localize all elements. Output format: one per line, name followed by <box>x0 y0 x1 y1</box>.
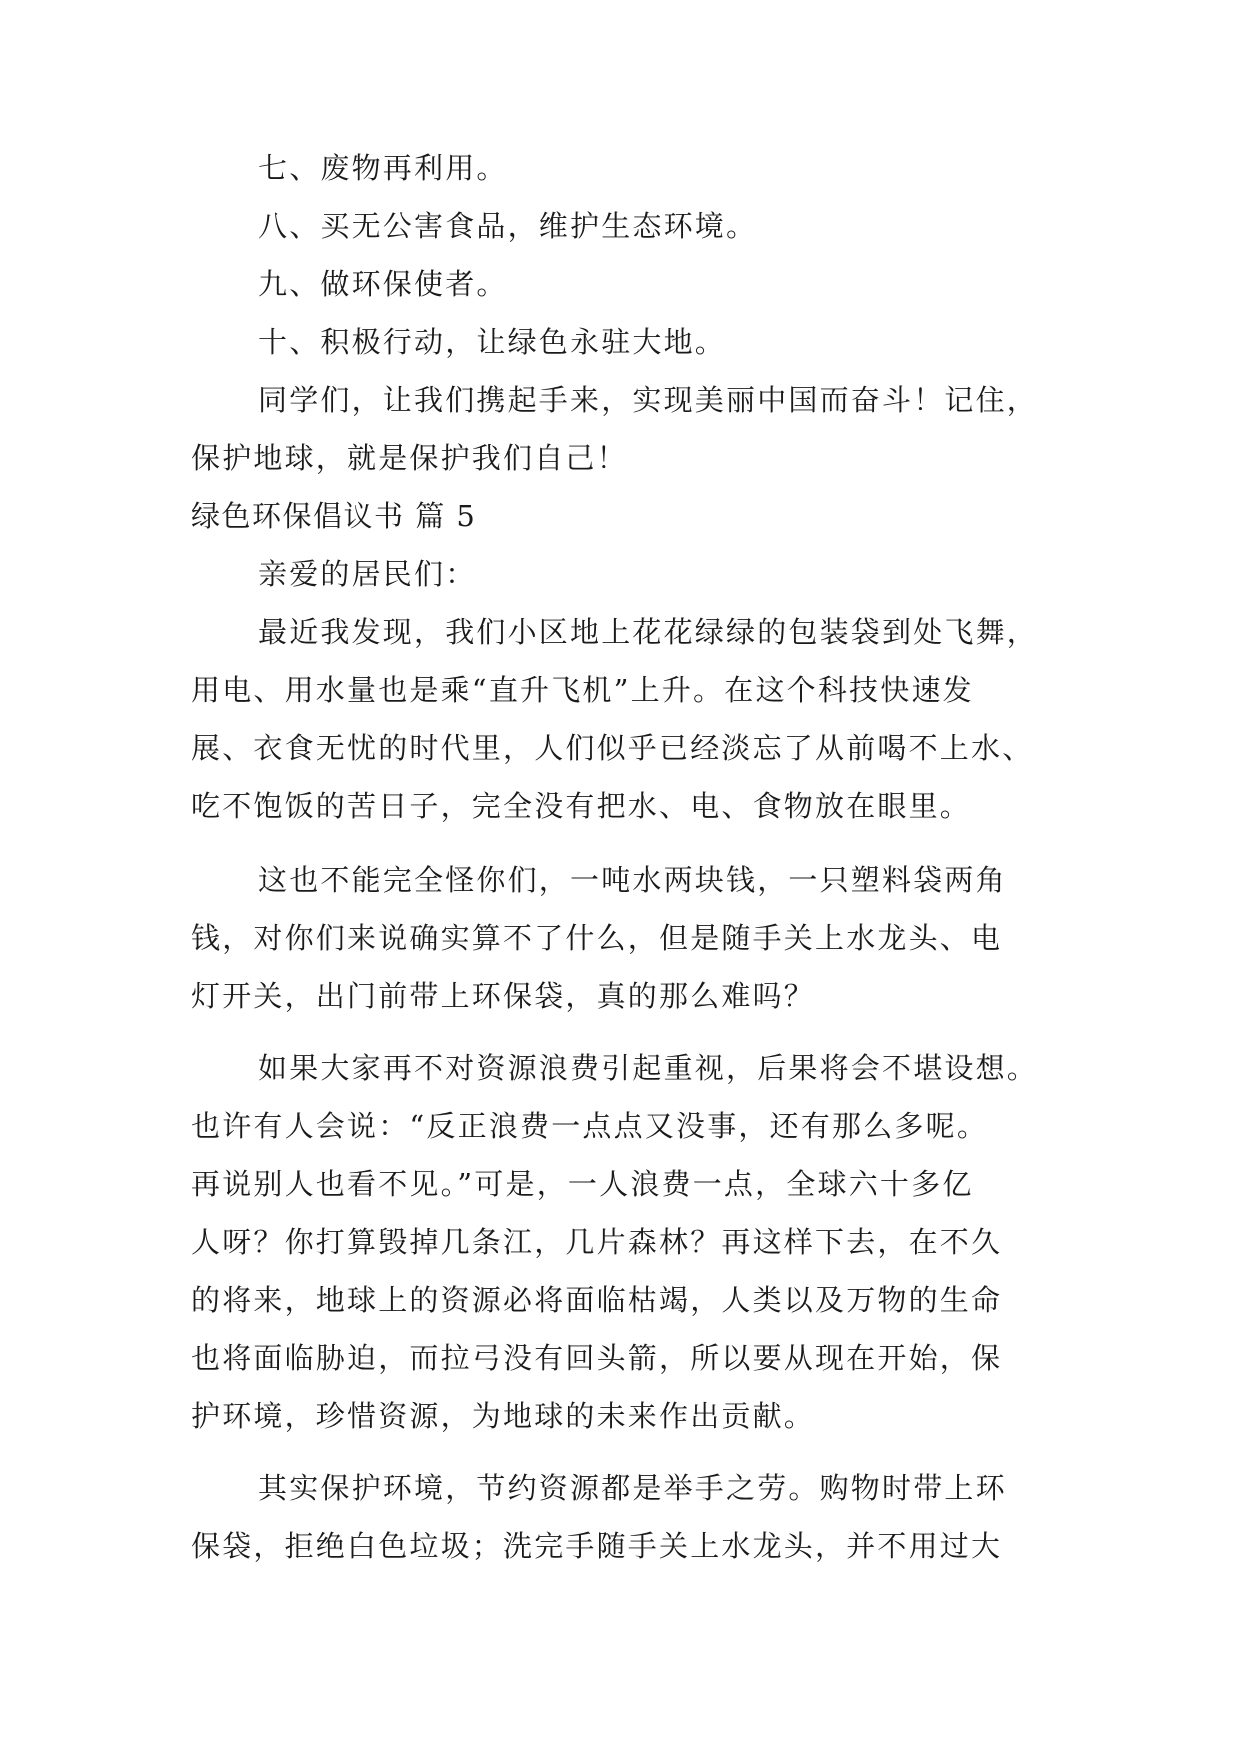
list-item-8: 八、买无公害食品，维护生态环境。 <box>258 209 758 243</box>
paragraph-line: 保护地球，就是保护我们自己！ <box>191 441 628 475</box>
salutation: 亲爱的居民们： <box>258 557 477 591</box>
paragraph-line: 的将来，地球上的资源必将面临枯竭，人类以及万物的生命 <box>191 1283 1003 1317</box>
paragraph-line: 再说别人也看不见。”可是，一人浪费一点，全球六十多亿 <box>191 1167 974 1201</box>
list-item-10: 十、积极行动，让绿色永驻大地。 <box>258 325 727 359</box>
paragraph-line: 其实保护环境，节约资源都是举手之劳。购物时带上环 <box>258 1471 1007 1505</box>
paragraph-line: 用电、用水量也是乘“直升飞机”上升。在这个科技快速发 <box>191 673 974 707</box>
paragraph-line: 同学们，让我们携起手来，实现美丽中国而奋斗！记住， <box>258 383 1039 417</box>
paragraph-line: 钱，对你们来说确实算不了什么，但是随手关上水龙头、电 <box>191 921 1003 955</box>
paragraph-line: 灯开关，出门前带上环保袋，真的那么难吗？ <box>191 979 816 1013</box>
paragraph-line: 最近我发现，我们小区地上花花绿绿的包装袋到处飞舞， <box>258 615 1039 649</box>
paragraph-line: 护环境，珍惜资源，为地球的未来作出贡献。 <box>191 1399 816 1433</box>
list-item-7: 七、废物再利用。 <box>258 151 508 185</box>
section-heading: 绿色环保倡议书 篇 5 <box>191 499 477 533</box>
paragraph-line: 吃不饱饭的苦日子，完全没有把水、电、食物放在眼里。 <box>191 789 972 823</box>
paragraph-line: 也许有人会说：“反正浪费一点点又没事，还有那么多呢。 <box>191 1109 989 1143</box>
list-item-9: 九、做环保使者。 <box>258 267 508 301</box>
paragraph-line: 保袋，拒绝白色垃圾；洗完手随手关上水龙头，并不用过大 <box>191 1529 1003 1563</box>
paragraph-line: 人呀？你打算毁掉几条江，几片森林？再这样下去，在不久 <box>191 1225 1003 1259</box>
paragraph-line: 这也不能完全怪你们，一吨水两块钱，一只塑料袋两角 <box>258 863 1007 897</box>
paragraph-line: 也将面临胁迫，而拉弓没有回头箭，所以要从现在开始，保 <box>191 1341 1003 1375</box>
paragraph-line: 展、衣食无忧的时代里，人们似乎已经淡忘了从前喝不上水、 <box>191 731 1034 765</box>
paragraph-line: 如果大家再不对资源浪费引起重视，后果将会不堪设想。 <box>258 1051 1039 1085</box>
